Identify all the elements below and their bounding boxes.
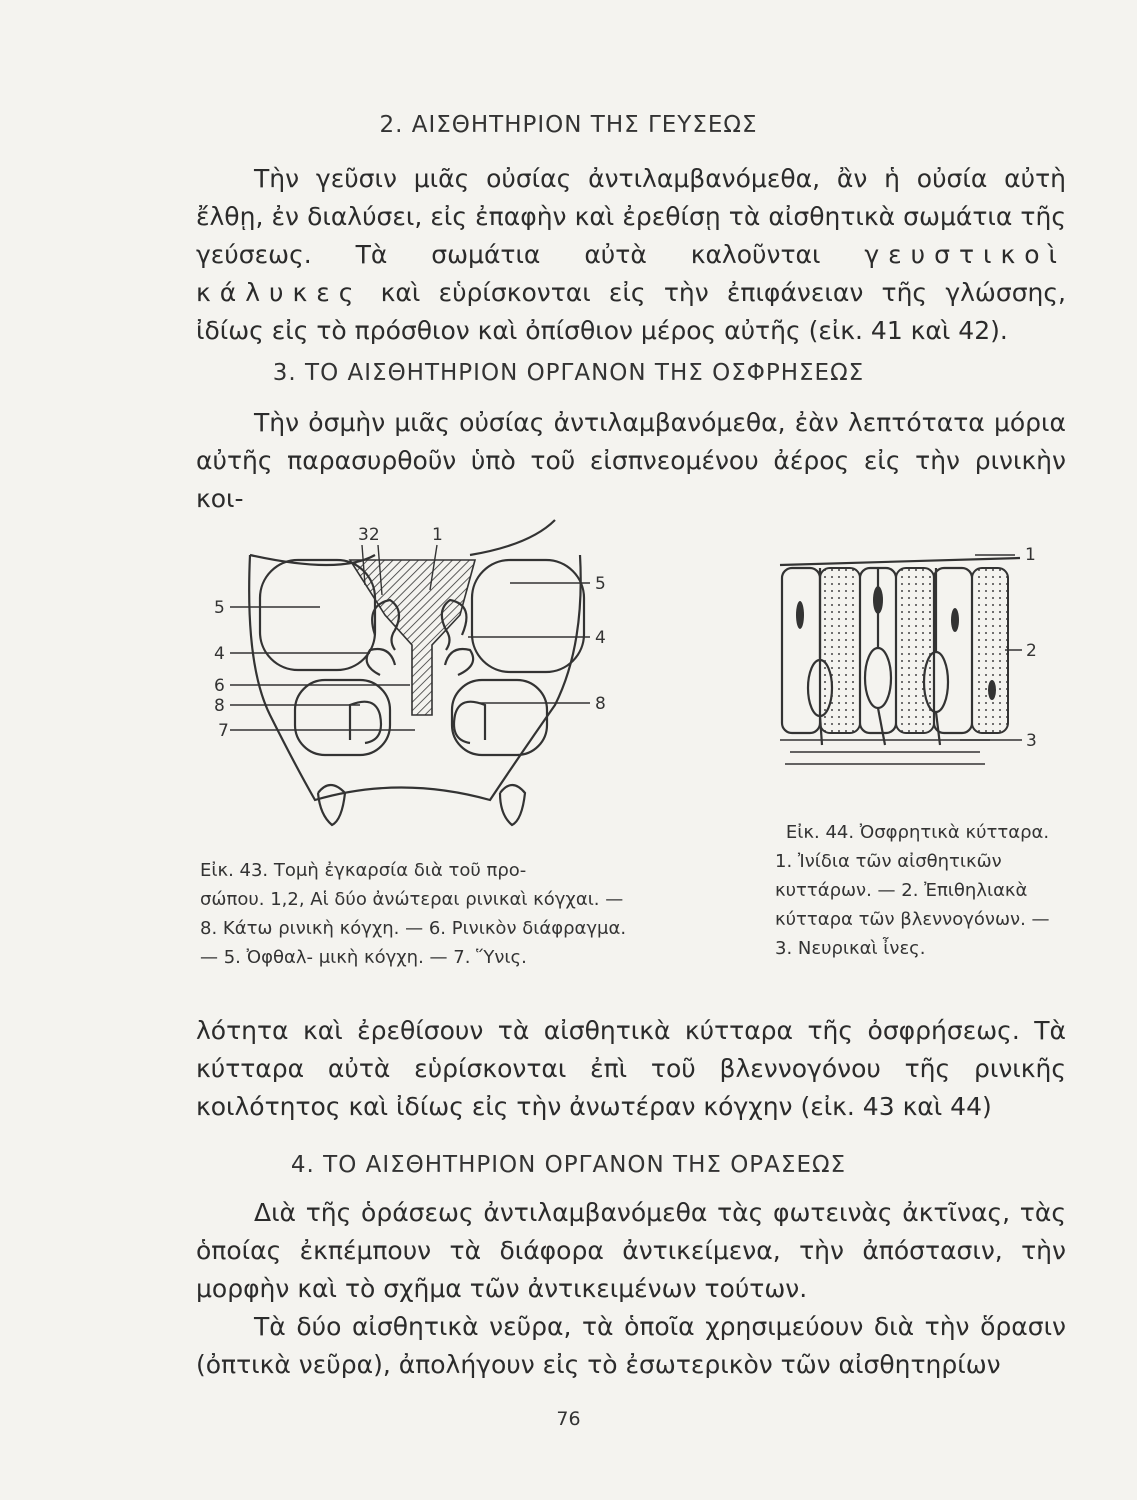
figure-44-olfactory-cells <box>760 540 1050 790</box>
epithelial-cells <box>782 568 1008 733</box>
fig43-label-7: 7 <box>218 721 229 741</box>
tooth-right <box>500 785 525 825</box>
page-number: 76 <box>556 1408 581 1430</box>
fig43-label-32: 32 <box>358 525 380 545</box>
figure-44-caption-title: Εἰκ. 44. Ὀσφρητικὰ κύτταρα. <box>785 822 1050 843</box>
smell-text: Τὴν ὀσμὴν μιᾶς οὐσίας ἀντιλαμβανόμεθα, ἐὰν λεπτότατα μόρια αὐτῆς παρασυρθοῦν ὑπὸ τοῦ εἰσπνεομένου ἀέρος εἰς τὴν ρινικὴν κοι- <box>196 408 1066 513</box>
paragraph-smell-continued <box>196 1012 1066 1126</box>
heading-taste: 2. ΑΙΣΘΗΤΗΡΙΟΝ ΤΗΣ ΓΕΥΣΕΩΣ <box>379 112 758 138</box>
tooth-left <box>318 785 345 825</box>
fig43-label-8-left: 8 <box>214 696 225 716</box>
vision-paragraph-1: Διὰ τῆς ὁράσεως ἀντιλαμβανόμεθα τὰς φωτεινὰς ἀκτῖνας, τὰς ὁποίας ἐκπέμπουν τὰ διάφορα ἀντικείμενα, τὴν ἀπόστασιν, τὴν μορφὴν καὶ τὸ σχῆμα τῶν ἀντικειμένων τούτων. <box>196 1198 1066 1303</box>
taste-text-before: Τὴν γεῦσιν μιᾶς οὐσίας ἀντιλαμβανόμεθα, ἂν ἡ οὐσία αὐτὴ ἔλθῃ, ἐν διαλύσει, εἰς ἐπαφὴν καὶ ἐρεθίσῃ τὰ αἰσθητικὰ σωμάτια τῆς γεύσεως. Τὰ σωμάτια αὐτὰ καλοῦνται <box>196 164 1066 269</box>
paragraph-vision <box>196 1194 1066 1384</box>
heading-smell: 3. ΤΟ ΑΙΣΘΗΤΗΡΙΟΝ ΟΡΓΑΝΟΝ ΤΗΣ ΟΣΦΡΗΣΕΩΣ <box>272 360 865 386</box>
fig43-label-1: 1 <box>432 525 443 545</box>
fig43-label-4-left: 4 <box>214 644 225 664</box>
smell-continuation: λότητα καὶ ἐρεθίσουν τὰ αἰσθητικὰ κύτταρα τῆς ὀσφρήσεως. Τὰ κύτταρα αὐτὰ εὑρίσκονται ἐπὶ τοῦ βλεννογόνου τῆς ρινικῆς κοιλότητος καὶ ἰδίως εἰς τὴν ἀνωτέραν κόγχην (εἰκ. 43 καὶ 44) <box>196 1016 1066 1121</box>
concha-inferior-right <box>454 702 485 743</box>
orbit-right <box>472 560 584 672</box>
fig43-label-6: 6 <box>214 676 225 696</box>
fig44-label-3: 3 <box>1026 731 1037 751</box>
fig43-label-5-right: 5 <box>595 574 606 594</box>
figure-43-caption-title: Εἰκ. 43. Τομὴ ἐγκαρσία διὰ τοῦ προ- <box>200 860 527 881</box>
fig43-label-5-left: 5 <box>214 598 225 618</box>
paragraph-taste <box>196 160 1066 350</box>
vision-paragraph-2: Τὰ δύο αἰσθητικὰ νεῦρα, τὰ ὁποῖα χρησιμεύουν διὰ τὴν ὅρασιν (ὀπτικὰ νεῦρα), ἀπολήγουν εἰς τὸ ἐσωτερικὸν τῶν αἰσθητηρίων <box>196 1312 1066 1379</box>
heading-vision: 4. ΤΟ ΑΙΣΘΗΤΗΡΙΟΝ ΟΡΓΑΝΟΝ ΤΗΣ ΟΡΑΣΕΩΣ <box>290 1152 847 1178</box>
figure-43-caption-body: σώπου. 1,2, Αἱ δύο ἀνώτεραι ρινικαὶ κόγχαι. — 8. Κάτω ρινικὴ κόγχη. — 6. Ρινικὸν διάφραγμα. — 5. Ὀφθαλ- μικὴ κόγχη. — 7. Ὕνις. <box>200 889 627 968</box>
fig44-label-1: 1 <box>1025 545 1036 565</box>
sinus-right <box>452 680 547 755</box>
figure-43-caption <box>200 856 640 972</box>
taste-text-after: καὶ εὑρίσκονται εἰς τὴν ἐπιφάνειαν τῆς γλώσσης, ἰδίως εἰς τὸ πρόσθιον καὶ ὀπίσθιον μέρος αὐτῆς (εἰκ. 41 καὶ 42). <box>196 278 1067 345</box>
figure-44-caption <box>775 818 1060 963</box>
figure-44-caption-body: 1. Ἰνίδια τῶν αἰσθητικῶν κυττάρων. — 2. Ἐπιθηλιακὰ κύτταρα τῶν βλεννογόνων. — 3. Νευρικαὶ ἶνες. <box>775 851 1050 959</box>
nasal-septum <box>350 560 475 715</box>
fig44-label-2: 2 <box>1026 641 1037 661</box>
concha-inferior-left <box>350 702 381 743</box>
figure-43-nasal-section <box>200 515 640 845</box>
fig43-label-4-right: 4 <box>595 628 606 648</box>
term-taste-buds: γευστικοὶ κάλυκες <box>196 240 1066 307</box>
sinus-left <box>295 680 390 755</box>
paragraph-smell <box>196 404 1066 518</box>
fig43-label-8-right: 8 <box>595 694 606 714</box>
